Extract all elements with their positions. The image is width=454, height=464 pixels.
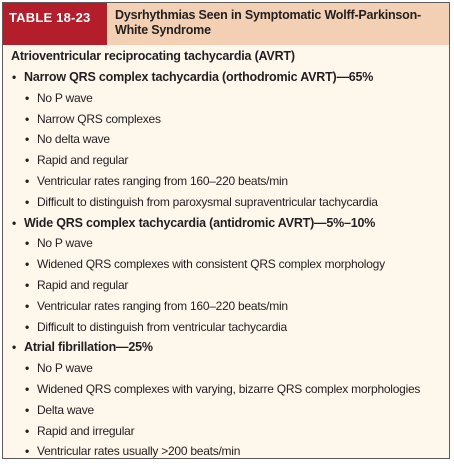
list-item-label: Widened QRS complexes with consistent QRS complex morphology xyxy=(37,257,385,272)
list-item-label: Ventricular rates ranging from 160–220 beats/min xyxy=(37,173,288,188)
list-item-label: Difficult to distinguish from ventricular tachycardia xyxy=(37,319,287,334)
bullet-icon: • xyxy=(25,236,29,251)
list-item-label: No P wave xyxy=(37,90,93,105)
list-item-label: Ventricular rates usually >200 beats/min xyxy=(37,444,241,459)
group-heading-orthodromic xyxy=(11,67,449,88)
list-item-label: No P wave xyxy=(37,361,93,376)
list-item-label: Difficult to distinguish from paroxysmal supraventricular tachycardia xyxy=(37,194,378,209)
bullet-icon: • xyxy=(25,132,29,147)
list-item xyxy=(11,421,449,442)
bullet-icon: • xyxy=(25,277,29,292)
bullet-icon: • xyxy=(25,402,29,417)
list-item-label: Rapid and regular xyxy=(37,277,129,292)
list-item-label: No delta wave xyxy=(37,132,110,147)
bullet-icon: • xyxy=(25,423,29,438)
bullet-icon: • xyxy=(25,361,29,376)
list-item xyxy=(11,400,449,421)
list-item-label: Delta wave xyxy=(37,402,94,417)
list-item xyxy=(11,317,449,338)
bullet-icon: • xyxy=(12,215,17,230)
list-item-label: Narrow QRS complexes xyxy=(37,111,161,126)
list-item xyxy=(11,296,449,317)
list-item xyxy=(11,171,449,192)
bullet-icon: • xyxy=(12,70,17,84)
bullet-icon: • xyxy=(25,257,29,272)
table-number-badge: TABLE 18-23 xyxy=(3,3,107,45)
bullet-icon: • xyxy=(25,173,29,188)
bullet-icon: • xyxy=(25,381,29,396)
list-item xyxy=(11,254,449,275)
list-item xyxy=(11,275,449,296)
list-item-label: Widened QRS complexes with varying, bizarre QRS complex morphologies xyxy=(37,381,421,396)
table-body xyxy=(3,45,449,462)
list-item-label: Rapid and regular xyxy=(37,153,129,168)
group-heading-label: Atrial fibrillation—25% xyxy=(24,340,153,355)
list-item-label: Ventricular rates ranging from 160–220 beats/min xyxy=(37,298,288,313)
bullet-icon: • xyxy=(25,153,29,168)
list-item xyxy=(11,88,449,109)
list-item xyxy=(11,109,449,130)
list-item xyxy=(11,150,449,171)
bullet-icon: • xyxy=(12,340,17,355)
bullet-icon: • xyxy=(25,319,29,334)
bullet-icon: • xyxy=(25,194,29,209)
group-heading-antidromic xyxy=(11,213,449,234)
list-item xyxy=(11,441,449,462)
list-item xyxy=(11,129,449,150)
list-item xyxy=(11,358,449,379)
bullet-icon: • xyxy=(25,111,29,126)
table-header xyxy=(3,3,449,45)
list-item xyxy=(11,233,449,254)
list-item xyxy=(11,192,449,213)
list-item xyxy=(11,379,449,400)
table-title: Dysrhythmias Seen in Symptomatic Wolff-Parkinson-White Syndrome xyxy=(107,3,449,45)
bullet-icon: • xyxy=(25,444,29,459)
bullet-icon: • xyxy=(25,298,29,313)
bullet-icon: • xyxy=(25,90,29,105)
table-frame xyxy=(2,2,450,459)
section-title: Atrioventricular reciprocating tachycardia (AVRT) xyxy=(11,49,295,63)
group-heading-atrial-fibrillation xyxy=(11,337,449,358)
group-heading-label: Narrow QRS complex tachycardia (orthodromic AVRT)—65% xyxy=(24,70,374,84)
group-heading-label: Wide QRS complex tachycardia (antidromic AVRT)—5%–10% xyxy=(24,215,376,230)
list-item-label: No P wave xyxy=(37,236,93,251)
list-item-label: Rapid and irregular xyxy=(37,423,135,438)
